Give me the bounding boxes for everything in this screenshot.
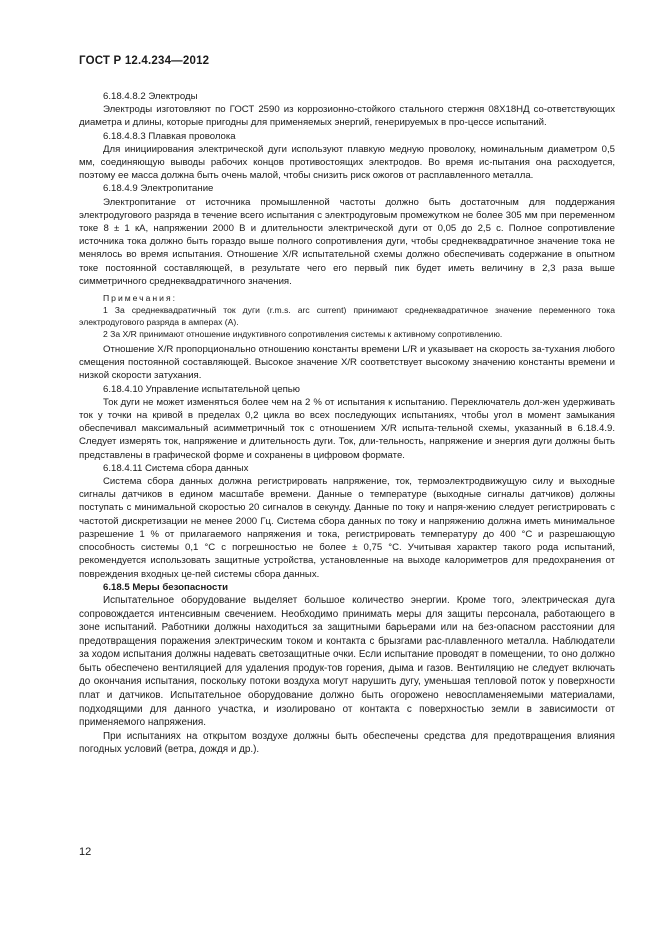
section-heading: 6.18.4.10 Управление испытательной цепью [103,383,300,395]
section-heading: 6.18.5 Меры безопасности [103,581,228,593]
paragraph: При испытаниях на открытом воздухе должны быть обеспечены средства для предотвращения влияния погодных условий (ветра, дождя и др.). [79,730,615,756]
note-item: 1 За среднеквадратичный ток дуги (r.m.s. arc current) принимают среднеквадратичное значение переменного тока электродугового разряда в амперах (А). [79,305,615,328]
section-heading: 6.18.4.8.3 Плавкая проволока [103,130,236,142]
section-heading: 6.18.4.8.2 Электроды [103,91,198,102]
paragraph: Система сбора данных должна регистрировать напряжение, ток, термоэлектродвижущую силу и выходные сигналы датчиков в едином масштабе времени. Данные о температуре (выходные сигналы датчиков) должны поступать с минимальной скоростью 20 сигналов в секунду. Данные по току и напря-жению следует регистрировать с частотой дискретизации не менее 2000 Гц. Система сбора данных по току и напряжению должна иметь минимальное разрешение 1 % от прилагаемого напряжения и тока, регистрировать температуру до 400 °С и разрешающую способность системы 0,1 °С с погрешностью не более ± 0,75 °С. Учитывая характер такого рода испытаний, рекомендуется использовать защитные устройства, установленные на выходе калориметров для предохранения от повреждения входных це-пей системы сбора данных. [79,476,615,580]
document-body [79,90,615,757]
section-heading: 6.18.4.9 Электропитание [103,183,214,195]
paragraph: Испытательное оборудование выделяет большое количество энергии. Кроме того, электрическая дуга сопровождается интенсивным свечением. Необходимо принимать меры для защиты персонала, работающего в зоне испытаний. Работники должны находиться за защитными барьерами или на без-опасном расстоянии для предотвращения поражения электрическим током и контакта с брызгами рас-плавленного металла. Наблюдатели за ходом испытания должны надевать светозащитные очки. Если испытание проводят в помещении, то оно должно быть обеспечено вентиляцией для удаления продук-тов горения, дыма и газов. Вентиляцию не следует включать до окончания испытания, поскольку потоки воздуха могут нарушить дугу, уменьшая тепловой поток у поверхности плат и датчиков. Испытательное оборудование должно быть огорожено невоспламеняемыми материалами, подходящими для данного участка, и изолировано от контакта с поверхностью земли в зависимости от применяемого напряжения. [79,594,615,729]
paragraph: Электроды изготовляют по ГОСТ 2590 из коррозионно-стойкого стального стержня 08Х18НД со-ответствующих диаметра и длины, которые пригодны для применяемых энергий, генерируемых в про-цессе испытаний. [79,104,615,129]
paragraph: Ток дуги не может изменяться более чем на 2 % от испытания к испытанию. Переключатель дол-жен удерживать ток у точки на кривой в пределах 0,2 цикла во всех последующих испытаниях, чтобы угол в момент замыкания обеспечивал максимальный асимметричный ток с отношением X/R испыта-тельной схемы, указанный в 6.18.4.9. Следует измерять ток, напряжение и длительность дуги. Ток, дли-тельность, напряжение и энергия дуги должны быть представлены в графической форме и сохранены в цифровом формате. [79,396,615,461]
section-heading: 6.18.4.11 Система сбора данных [103,462,249,474]
note-item: 2 За X/R принимают отношение индуктивного сопротивления системы к активному сопротивлению. [103,329,503,340]
page-number: 12 [79,846,92,858]
document-code-header: ГОСТ Р 12.4.234—2012 [79,55,210,67]
paragraph: Электропитание от источника промышленной частоты должно быть достаточным для поддержания электродугового разряда в течение всего испытания с электродуговым промежутком не более 305 мм при переменном токе 8 ± 1 кА, напряжении 2000 В и длительности электрической дуги от 0,05 до 2,5 с. Полное сопротивление источника тока должно быть гораздо выше полного сопротивления дуги, чтобы среднеквадратичное значение тока не менялось во время испытания. Отношение X/R испытательной схемы должно обеспечивать содержание в опытном токе постоянной составляющей, в результате чего его первый пик будет иметь величину в 2,3 раза выше симметричного среднеквадратичного значения. [79,196,615,287]
paragraph: Отношение X/R пропорционально отношению константы времени L/R и указывает на скорость за-тухания любого смещения постоянной составляющей. Высокое значение X/R соответствует высокому значению константы времени и низкой скорости затухания. [79,344,615,382]
notes-title: Примечания: [103,293,178,304]
paragraph: Для инициирования электрической дуги используют плавкую медную проволоку, номинальным диаметром 0,5 мм, соединяющую выводы рабочих концов противостоящих электродов. Во время ис-пытания она расходуется, поэтому ее масса должна быть очень малой, чтобы снизить риск ожогов от расплавленного металла. [79,143,615,182]
